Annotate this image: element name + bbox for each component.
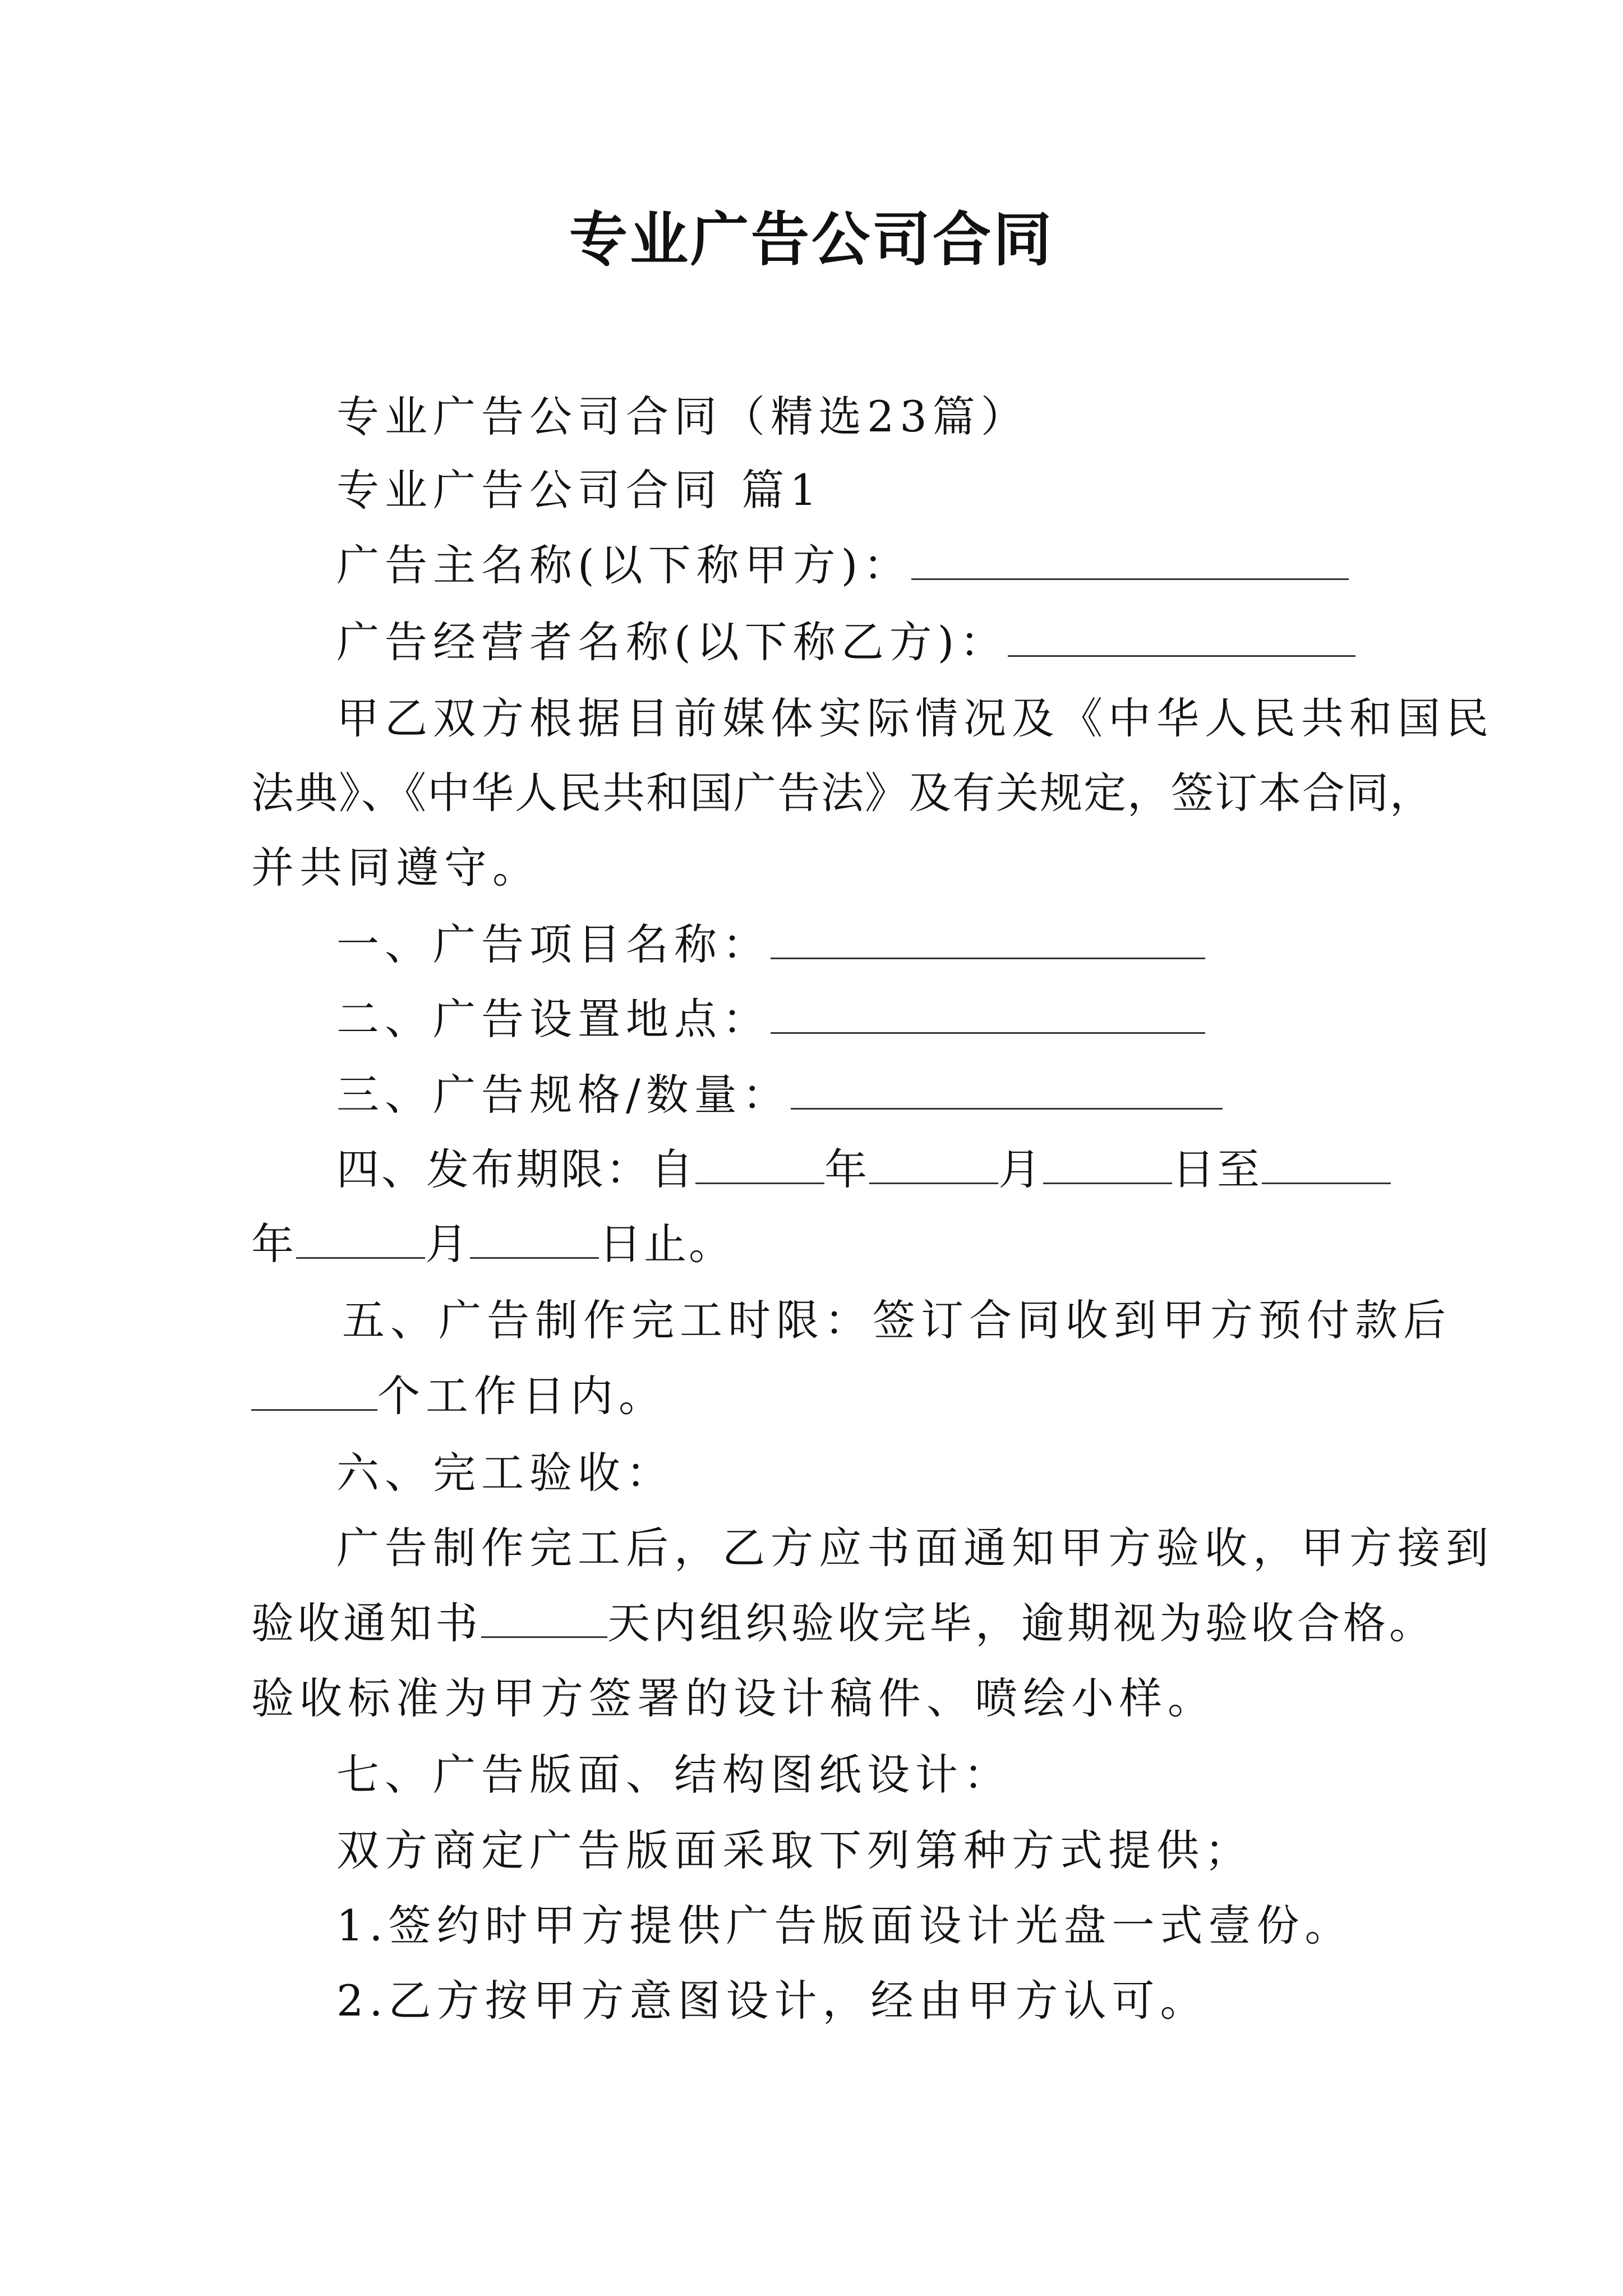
item-1-label: 一、广告项目名称：: [336, 919, 771, 969]
start-day-blank: [1043, 1148, 1172, 1184]
item-1-line: [336, 918, 1205, 972]
end-month-blank: [296, 1222, 425, 1259]
acceptance-line-2: [251, 1596, 1435, 1650]
design-intro: 双方商定广告版面采取下列第种方式提供；: [336, 1825, 1253, 1875]
acceptance-line-1: 广告制作完工后，乙方应书面通知甲方验收，甲方接到: [336, 1523, 1494, 1573]
acceptance-prefix: 验收通知书: [251, 1598, 481, 1648]
party-b-blank: [1008, 620, 1355, 657]
party-a-line: [336, 539, 1349, 592]
item-3-line: [336, 1068, 1223, 1122]
item-4-line-1: [336, 1143, 1391, 1197]
acceptance-line-3: 验收标准为甲方签署的设计稿件、喷绘小样。: [251, 1673, 1216, 1723]
item-7-label: 七、广告版面、结构图纸设计：: [336, 1750, 1012, 1800]
end-day-unit: 日止。: [599, 1219, 734, 1269]
item-4-line-2: [251, 1217, 734, 1271]
item-1-blank: [771, 923, 1205, 959]
item-3-label: 三、广告规格/数量：: [336, 1070, 791, 1120]
design-option-2: 2.乙方按甲方意图设计，经由甲方认可。: [336, 1976, 1209, 2026]
start-month-unit: 月: [998, 1144, 1043, 1194]
intro-line-1: 甲乙双方根据目前媒体实际情况及《中华人民共和国民: [336, 693, 1494, 743]
acceptance-days-blank: [481, 1602, 607, 1638]
item-3-blank: [791, 1073, 1223, 1110]
item-2-blank: [771, 997, 1205, 1034]
start-year-unit: 年: [824, 1144, 869, 1194]
party-a-blank: [911, 544, 1349, 580]
start-year-blank: [695, 1148, 824, 1184]
item-5-suffix: 个工作日内。: [377, 1371, 667, 1421]
workdays-blank: [251, 1374, 377, 1411]
end-day-blank: [470, 1222, 599, 1259]
document-title: 专业广告公司合同: [569, 205, 1054, 274]
section-heading: 专业广告公司合同 篇1: [336, 465, 823, 515]
intro-line-3: 并共同遵守。: [251, 843, 541, 892]
item-5-line-2: [251, 1369, 667, 1423]
start-day-unit: 日至: [1172, 1144, 1262, 1194]
item-2-line: [336, 992, 1205, 1046]
document-subtitle: 专业广告公司合同（精选23篇）: [336, 392, 1029, 441]
item-4-prefix: 四、发布期限：自: [336, 1144, 695, 1194]
item-6-label: 六、完工验收：: [336, 1448, 674, 1498]
end-year-unit: 年: [251, 1219, 296, 1269]
item-5-line-1: 五、广告制作完工时限：签订合同收到甲方预付款后: [342, 1295, 1451, 1345]
party-b-line: [336, 615, 1355, 669]
start-month-blank: [869, 1148, 998, 1184]
party-a-label: 广告主名称(以下称甲方)：: [336, 540, 912, 590]
design-option-1: 1.签约时甲方提供广告版面设计光盘一式壹份。: [336, 1901, 1353, 1950]
intro-line-2: 法典》、《中华人民共和国广告法》及有关规定，签订本合同，: [251, 768, 1433, 818]
party-b-label: 广告经营者名称(以下称乙方)：: [336, 617, 1008, 667]
item-2-label: 二、广告设置地点：: [336, 994, 771, 1044]
acceptance-suffix: 天内组织验收完毕，逾期视为验收合格。: [607, 1598, 1435, 1648]
end-month-unit: 月: [425, 1219, 470, 1269]
end-year-blank: [1262, 1148, 1391, 1184]
